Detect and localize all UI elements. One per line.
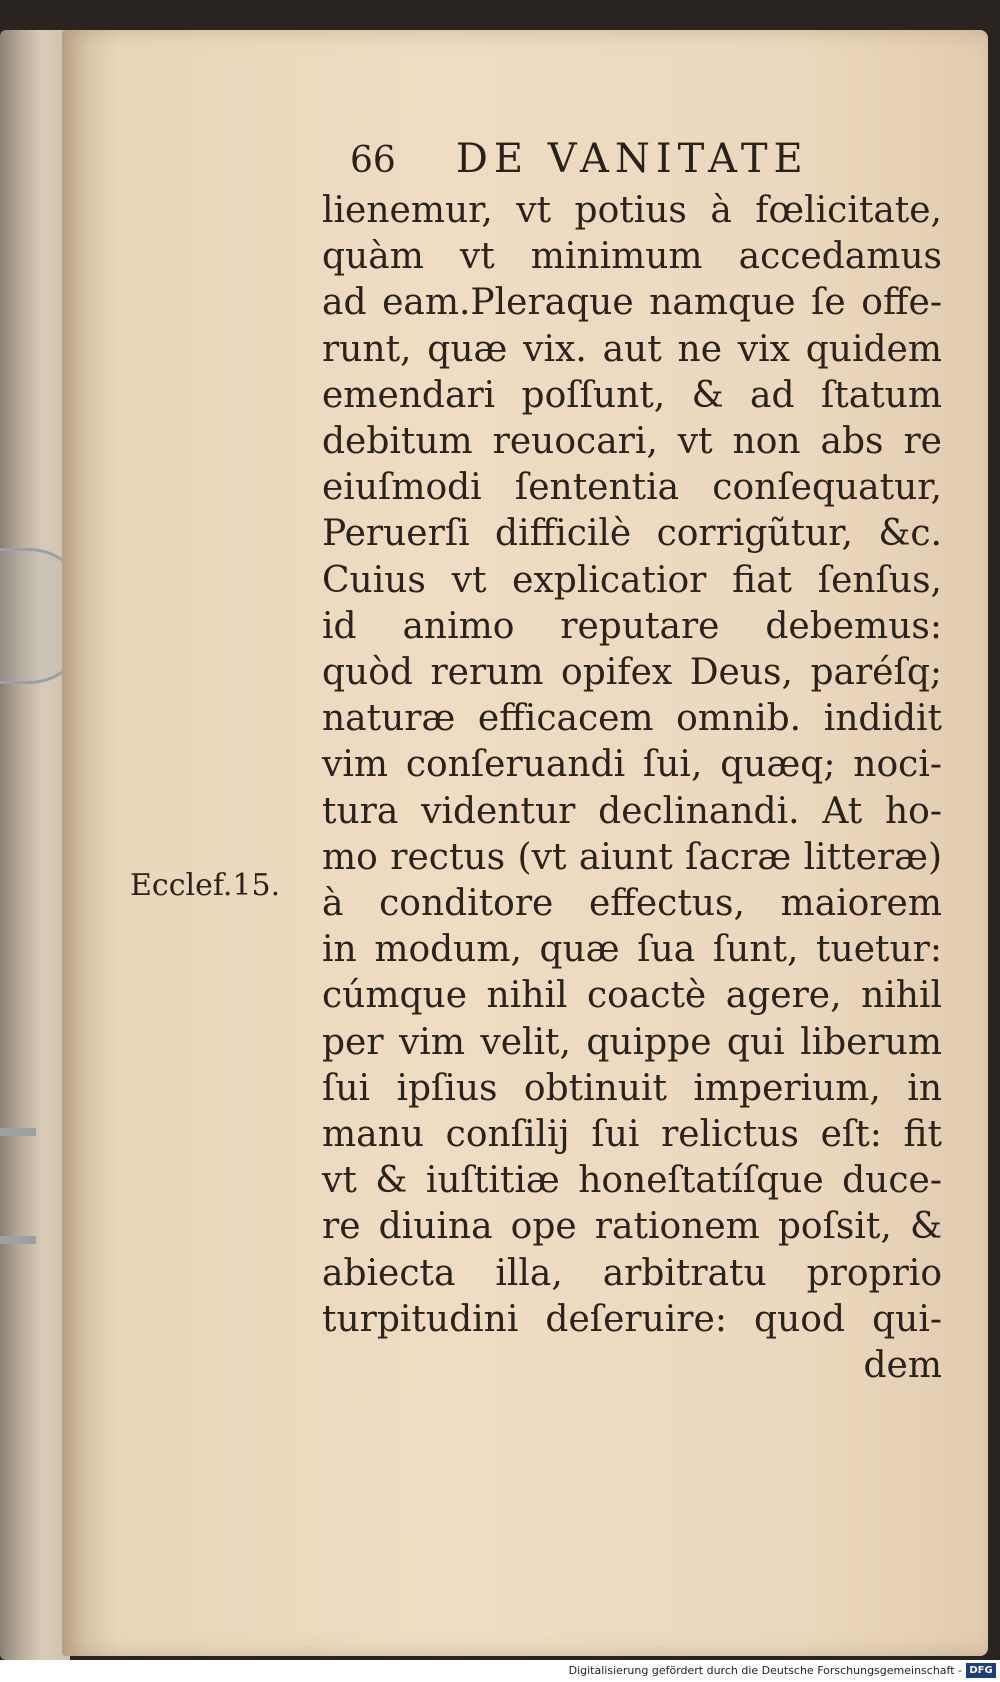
text-line: quòd rerum opifex Deus, paréſq; — [322, 652, 942, 694]
text-line: turpitudini deſeruire: quod qui- — [322, 1298, 942, 1340]
text-line: re diuina ope rationem poſsit, & — [322, 1206, 942, 1248]
text-line: lienemur, vt potius à fœlicitate, — [322, 190, 942, 231]
running-title: DE VANITATE — [455, 136, 809, 182]
page-number: 66 — [350, 140, 396, 181]
text-line: à conditore effectus, maiorem — [322, 883, 942, 925]
text-line: Peruerſi difficilè corrigũtur, &c. — [322, 513, 942, 555]
text-line: abiecta illa, arbitratu proprio — [322, 1252, 942, 1294]
book-edge — [0, 30, 70, 1660]
footer-bar — [0, 1660, 1000, 1682]
clasp-bar-upper — [0, 1128, 36, 1136]
text-line: manu conſilij ſui relictus eſt: fit — [322, 1114, 942, 1156]
marginal-note: Ecclef.15. — [130, 868, 281, 903]
text-line: dem — [863, 1345, 942, 1387]
text-line: vim conſeruandi ſui, quæq; noci- — [322, 744, 942, 786]
text-line: runt, quæ vix. aut ne vix quidem — [322, 328, 942, 370]
text-line: in modum, quæ ſua ſunt, tuetur: — [322, 929, 942, 971]
text-line: eiuſmodi ſententia conſequatur, — [322, 467, 942, 509]
text-line: emendari poſſunt, & ad ſtatum — [322, 374, 942, 416]
running-head — [350, 136, 850, 182]
text-line: ſui ipſius obtinuit imperium, in — [322, 1067, 942, 1109]
dfg-logo-icon: DFG — [966, 1663, 996, 1678]
text-line: mo rectus (vt aiunt ſacræ litteræ) — [322, 836, 942, 878]
text-line: per vim velit, quippe qui liberum — [322, 1021, 942, 1063]
body-text — [322, 188, 942, 1389]
text-line: id animo reputare debemus: — [322, 605, 942, 647]
text-line: debitum reuocari, vt non abs re — [322, 421, 942, 463]
footer-credit: Digitalisierung gefördert durch die Deutsche Forschungsgemeinschaft - — [568, 1664, 962, 1677]
text-line: vt & iuſtitiæ honeſtatíſque duce- — [322, 1160, 942, 1202]
text-line: tura videntur declinandi. At ho- — [322, 790, 942, 832]
text-line: cúmque nihil coactè agere, nihil — [322, 975, 942, 1017]
text-line: quàm vt minimum accedamus — [322, 236, 942, 278]
text-line: naturæ efficacem omnib. indidit — [322, 698, 942, 740]
text-line: ad eam.Pleraque namque ſe offe- — [322, 282, 942, 324]
clasp-bar-lower — [0, 1236, 36, 1244]
text-line: Cuius vt explicatior fiat ſenſus, — [322, 559, 942, 601]
